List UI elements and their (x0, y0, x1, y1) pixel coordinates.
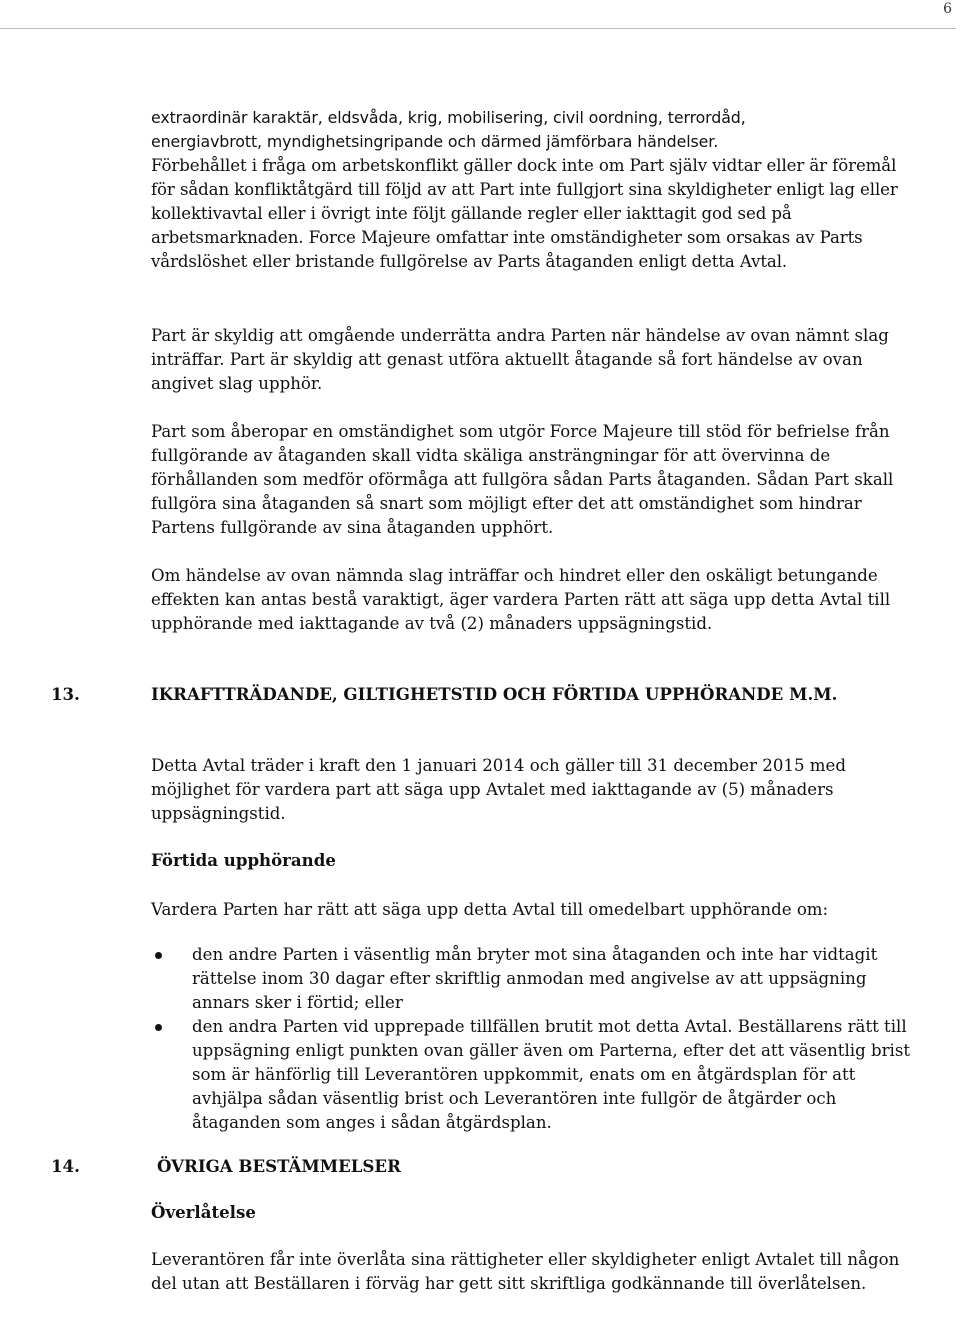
paragraph-line-1: extraordinär karaktär, eldsvåda, krig, mobilisering, civil oordning, terrordåd, (151, 108, 746, 127)
paragraph-continuation: Förbehållet i fråga om arbetskonflikt gäller dock inte om Part själv vidtar eller är föremål för sådan konfliktåtgärd till följd av att Part inte fullgjort sina skyldigheter enligt lag eller kollektivavtal eller i övrigt inte följt gällande regler eller iakttagit god sed på arbetsmarknaden. Force Majeure omfattar inte omständigheter som orsakas av Parts vårdslöshet eller bristande fullgörelse av Parts åtaganden enligt detta Avtal. (151, 156, 898, 271)
section-14-title: ÖVRIGA BESTÄMMELSER (157, 1156, 401, 1176)
list-item: den andre Parten i väsentlig mån bryter mot sina åtaganden och inte har vidtagit rättelse inom 30 dagar efter skriftlig anmodan med angivelse av att uppsägning annars sker i förtid; eller (151, 943, 911, 1015)
assignment-subheading: Överlåtelse (151, 1202, 256, 1222)
early-termination-subheading: Förtida upphörande (151, 850, 336, 870)
header-divider (0, 28, 956, 29)
force-majeure-paragraph-1 (151, 106, 911, 274)
termination-grounds-list (151, 943, 911, 1135)
section-14-number: 14. (51, 1156, 80, 1176)
paragraph-line-2: energiavbrott, myndighetsingripande och därmed jämförbara händelser. (151, 132, 719, 151)
list-item: den andra Parten vid upprepade tillfällen brutit mot detta Avtal. Beställarens rätt till uppsägning enligt punkten ovan gäller även om Parterna, efter det att väsentlig brist som är hänförlig till Leverantören uppkommit, enats om en åtgärdsplan för att avhjälpa sådan väsentlig brist och Leverantören inte fullgör de åtgärder och åtaganden som anges i sådan åtgärdsplan. (151, 1015, 911, 1135)
early-termination-intro: Vardera Parten har rätt att säga upp detta Avtal till omedelbart upphörande om: (151, 900, 829, 919)
section-13-term-paragraph: Detta Avtal träder i kraft den 1 januari 2014 och gäller till 31 december 2015 med möjlighet för vardera part att säga upp Avtalet med iakttagande av (5) månaders uppsägningstid. (151, 756, 846, 823)
section-13-title: IKRAFTTRÄDANDE, GILTIGHETSTID OCH FÖRTIDA UPPHÖRANDE M.M. (151, 684, 838, 704)
page-number: 6 (943, 1, 952, 17)
termination-paragraph: Om händelse av ovan nämnda slag inträffar och hindret eller den oskäligt betungande effekten kan antas bestå varaktigt, äger vardera Parten rätt att säga upp detta Avtal till upphörande med iakttagande av två (2) månaders uppsägningstid. (151, 566, 891, 633)
assignment-paragraph: Leverantören får inte överlåta sina rättigheter eller skyldigheter enligt Avtalet till någon del utan att Beställaren i förväg har gett sitt skriftliga godkännande till överlåtelsen. (151, 1250, 900, 1293)
section-13-number: 13. (51, 684, 80, 704)
notification-paragraph: Part är skyldig att omgående underrätta andra Parten när händelse av ovan nämnt slag inträffar. Part är skyldig att genast utföra aktuellt åtagande så fort händelse av ovan angivet slag upphör. (151, 326, 889, 393)
invoking-force-majeure-paragraph: Part som åberopar en omständighet som utgör Force Majeure till stöd för befrielse från fullgörande av åtaganden skall vidta skäliga ansträngningar för att övervinna de förhållanden som medför oförmåga att fullgöra sådan Parts åtaganden. Sådan Part skall fullgöra sina åtaganden så snart som möjligt efter det att omständighet som hindrar Partens fullgörande av sina åtaganden upphört. (151, 422, 894, 537)
